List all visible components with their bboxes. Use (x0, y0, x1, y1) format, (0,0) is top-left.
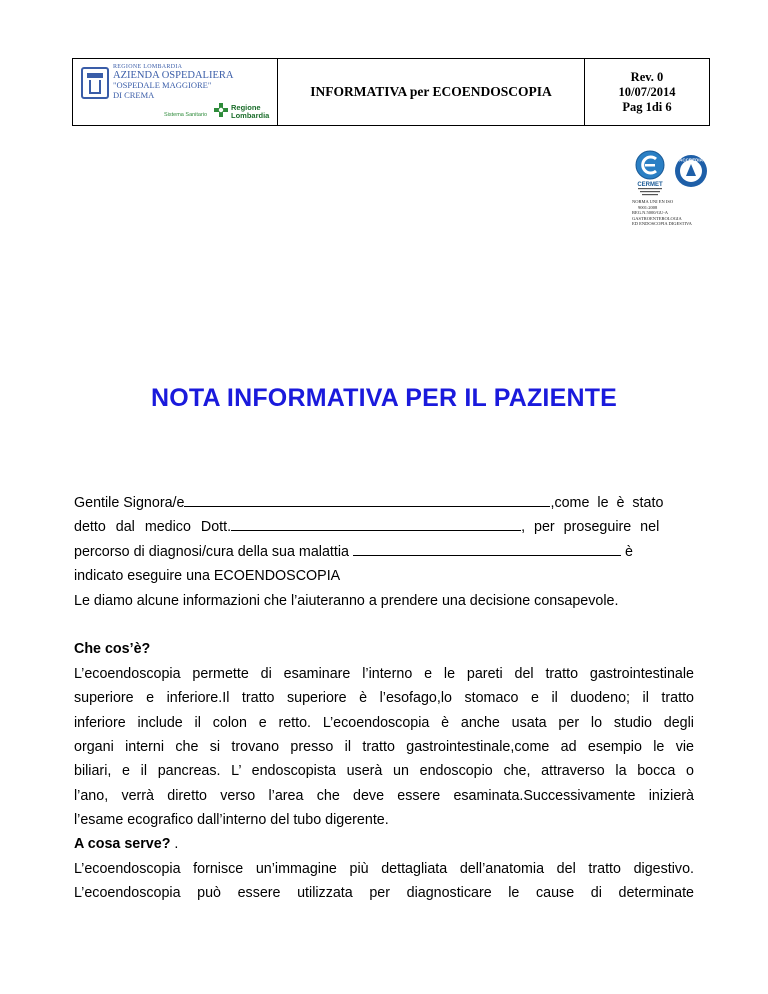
regione-lombardia-label: Regione Lombardia (231, 103, 270, 120)
page-title: NOTA INFORMATIVA PER IL PAZIENTE (150, 384, 618, 412)
hospital-logo (73, 59, 278, 125)
certification-text: NORMA UNI EN ISO 9001:2008 REG.N.5000/GU-A GASTROENTEROLOGIA ED ENDOSCOPIA DIGESTIVA (632, 199, 692, 227)
paragraph-line: biliari, e il pancreas. L’ endoscopista userà un endoscopio che, attraverso la bocca o (74, 763, 694, 780)
header-title: INFORMATIVA per ECOENDOSCOPIA (278, 59, 585, 125)
doctor-name-blank (231, 515, 521, 531)
paragraph-line: inferiore include il colon e retto. L’ecoendoscopia è anche usata per lo studio degli (74, 714, 694, 731)
revision-date: 10/07/2014 (618, 84, 676, 99)
patient-name-blank (184, 491, 550, 507)
intro-line-3: percorso di diagnosi/cura della sua malattia è (74, 540, 694, 564)
intro-line-2: detto dal medico Dott. , per proseguire nel (74, 515, 694, 539)
sistema-sanitario-label: Sistema Sanitario (164, 112, 208, 118)
intro-line-1: Gentile Signora/e ,come le è stato (74, 491, 694, 515)
document-body (74, 491, 694, 906)
revision-number: Rev. 0 (630, 69, 664, 84)
intro-line-5: Le diamo alcune informazioni che l’aiuteranno a prendere una decisione consapevole. (74, 592, 619, 609)
revision-info (585, 59, 709, 125)
paragraph-line: L’ecoendoscopia permette di esaminare l’interno e le pareti del tratto gastrointestinale (74, 665, 694, 682)
accredia-badge-icon (674, 154, 708, 188)
regione-lombardia-icon (214, 103, 228, 117)
paragraph-line: superiore e inferiore.Il tratto superiore è l’esofago,lo stomaco e il duodeno; il tratto (74, 690, 694, 707)
intro-line-4: indicato eseguire una ECOENDOSCOPIA (74, 568, 341, 585)
page-number: Pag 1di 6 (622, 99, 672, 114)
section-heading-what-is-it: Che cos’è? (74, 641, 151, 658)
section-heading-purpose: A cosa serve? . (74, 836, 179, 853)
paragraph-line: organi interni che si trovano presso il tratto gastrointestinale,come ad esempio le vie (74, 738, 694, 755)
paragraph-line: L’ecoendoscopia può essere utilizzata per diagnosticare le cause di determinate (74, 885, 694, 902)
paragraph-line: l’esame ecografico dall’interno del tubo digerente. (74, 812, 389, 829)
hospital-emblem-icon (81, 67, 109, 99)
document-header (72, 58, 710, 126)
paragraph-line: l’ano, verrà diretto verso l’area che deve essere esaminata.Successivamente inizierà (74, 787, 694, 804)
hospital-name: REGIONE LOMBARDIA AZIENDA OSPEDALIERA "OSPEDALE MAGGIORE" DI CREMA (113, 64, 234, 100)
cermet-label: CERMET (637, 182, 663, 188)
accredia-label: ACCREDIA (679, 157, 703, 163)
cermet-badge-icon (632, 150, 668, 196)
illness-blank (353, 540, 621, 556)
paragraph-line: L’ecoendoscopia fornisce un’immagine più dettagliata dell’anatomia del tratto digestivo. (74, 860, 694, 877)
